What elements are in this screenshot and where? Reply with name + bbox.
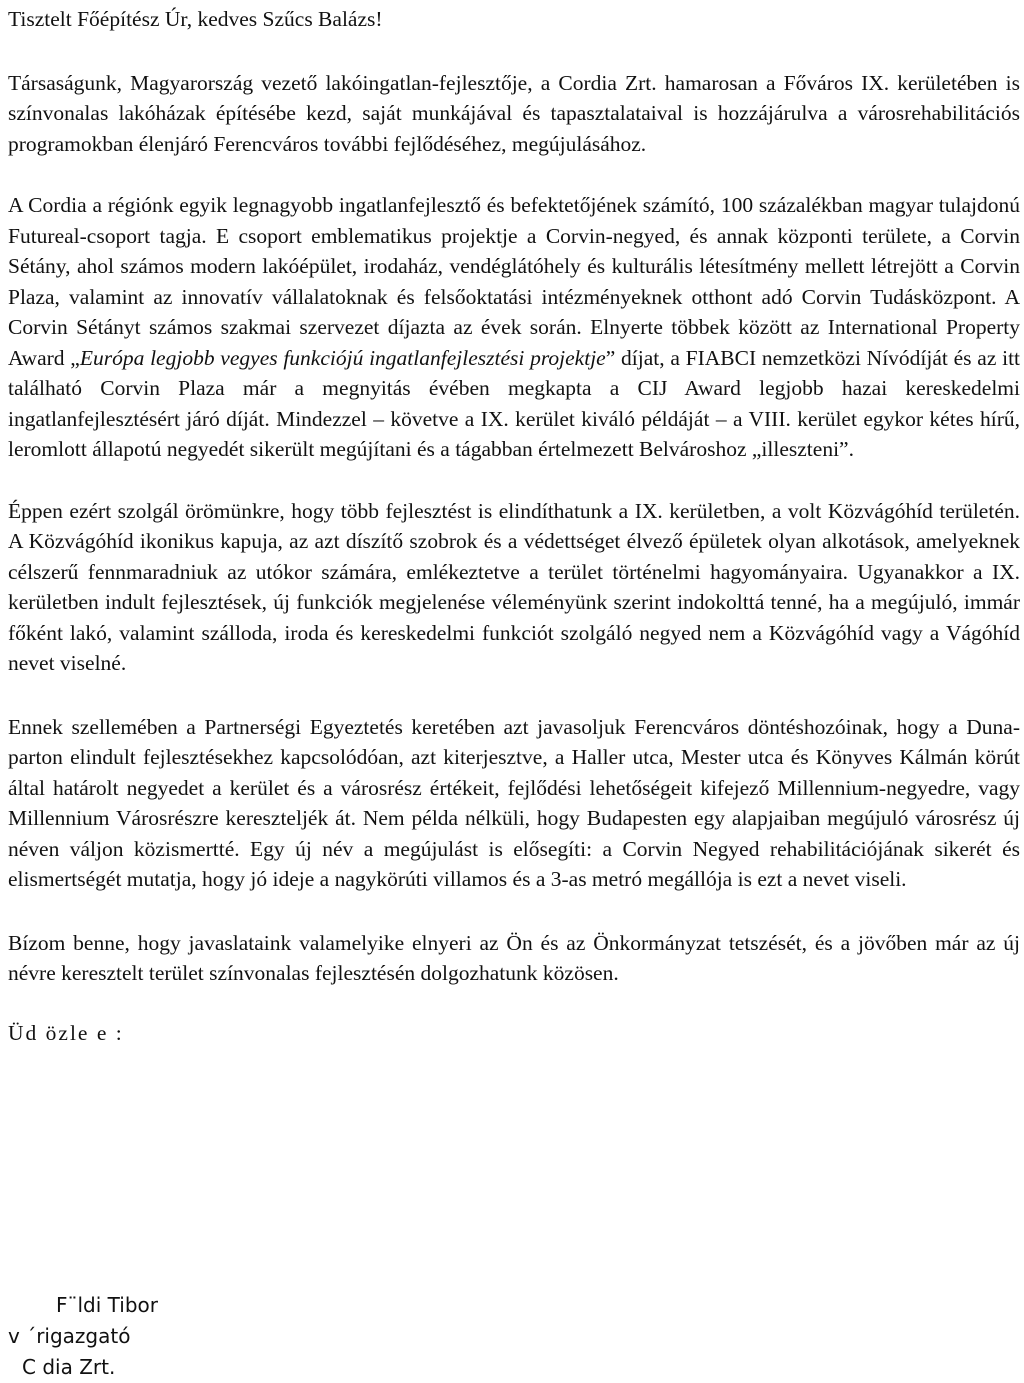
signatory-company: C dia Zrt. <box>22 1355 116 1379</box>
letter-body <box>8 4 1020 1048</box>
signatory-title: v ´rigazgató <box>8 1324 131 1348</box>
award-quote-close: ” <box>605 345 616 370</box>
paragraph-2 <box>8 190 1020 465</box>
paragraph-3: Éppen ezért szolgál örömünkre, hogy több fejlesztést is elindíthatunk a IX. kerületben, a volt Közvágóhíd területén. A Közvágóhíd ikonikus kapuja, az azt díszítő szobrok és a védettséget élvező épületek olyan alkotások, amelyeknek célszerű fennmaradniuk az utókor számára, emlékeztetve a terület történelmi hagyományaira. Ugyanakkor a IX. kerületben indult fejlesztések, új funkciók megjelenése véleményünk szerint indokolttá tenné, ha a megújuló, immár főként lakó, valamint szálloda, iroda és kereskedelmi funkciót szolgáló negyed nem a Közvágóhíd vagy a Vágóhíd nevet viselné. <box>8 498 1020 675</box>
signatory-name: F¨ldi Tibor <box>56 1293 158 1317</box>
paragraph-2-continued: díjat, a FIABCI nemzetközi Nívódíját és az itt található Corvin Plaza már a megnyitás évében megkapta a CIJ Award legjobb hazai kereskedelmi ingatlanfejlesztésért járó díját. Mindezzel – követve a IX. kerület kiváló példáját – a VIII. kerület egykor kétes hírű, leromlott állapotú negyedét sikerült megújítani és a tágabban értelmezett Belvároshoz „illeszteni”. <box>8 345 1021 461</box>
award-quote-title: Európa legjobb vegyes funkciójú ingatlanfejlesztési projektje <box>79 345 606 370</box>
paragraph-1: Társaságunk, Magyarország vezető lakóingatlan-fejlesztője, a Cordia Zrt. hamarosan a Főváros IX. kerületében is színvonalas lakóházak építésébe kezd, saját munkájával és tapasztalataival is hozzájárulva a városrehabilitációs programokban élenjáró Ferencváros további fejlődéséhez, megújulásához. <box>8 70 1020 156</box>
paragraph-2-text: A Cordia a régiónk egyik legnagyobb ingatlanfejlesztő és befektetőjének számító, 100 százalékban magyar tulajdonú Futureal-csoport tagja. E csoport emblematikus projektje a Corvin-negyed, és annak központi területe, a Corvin Sétány, ahol számos modern lakóépület, irodaház, vendéglátóhely és kulturális létesítmény mellett létrejött a Corvin Plaza, valamint az innovatív vállalatoknak és felsőoktatási intézményeknek otthont adó Corvin Tudásközpont. A Corvin Sétányt számos szakmai szervezet díjazta az évek során. Elnyerte többek között az International Property Award <box>8 193 1020 370</box>
salutation: Tisztelt Főépítész Úr, kedves Szűcs Balázs! <box>8 7 383 31</box>
award-quote-open: „ <box>70 345 80 370</box>
signature-block <box>8 1290 158 1383</box>
paragraph-5: Bízom benne, hogy javaslataink valamelyike elnyeri az Ön és az Önkormányzat tetszését, és a jövőben már az új névre keresztelt terület színvonalas fejlesztésén dolgozhatunk közösen. <box>8 930 1020 985</box>
closing-greeting: Üd özle e : <box>8 1020 124 1045</box>
paragraph-4: Ennek szellemében a Partnerségi Egyeztetés keretében azt javasoljuk Ferencváros döntéshozóinak, hogy a Duna-parton elindult fejlesztésekhez kapcsolódóan, azt kiterjesztve, a Haller utca, Mester utca és Könyves Kálmán körút által határolt negyedet a kerület és a városrész értékeit, fejlődési lehetőségeit kifejező Millennium-negyedre, vagy Millennium Városrészre kereszteljék át. Nem példa nélküli, hogy Budapesten egy alapjaiban megújuló városrész új néven váljon közismertté. Egy új név a megújulást is elősegíti: a Corvin Negyed rehabilitációjának sikerét és elismertségét mutatja, hogy jó ideje a nagykörúti villamos és a 3-as metró megállója is ezt a nevet viseli. <box>8 714 1020 891</box>
